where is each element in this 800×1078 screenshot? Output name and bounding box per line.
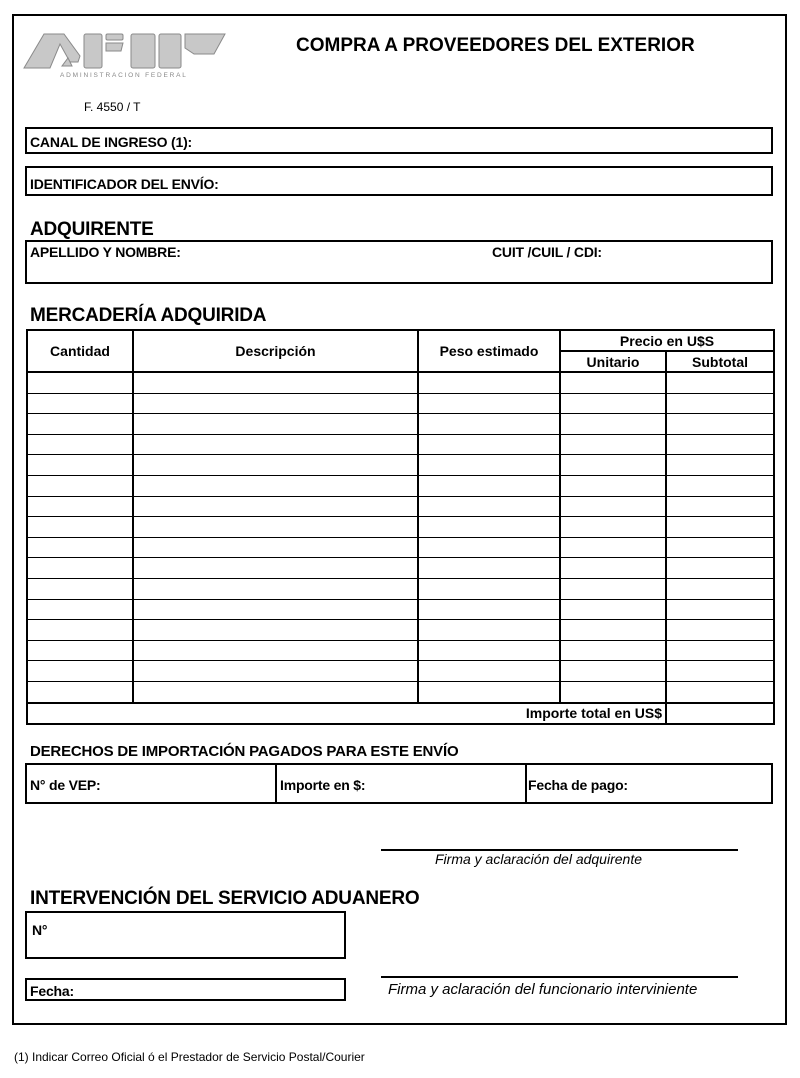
cell-subtotal[interactable] (666, 599, 774, 620)
cell-unitario[interactable] (560, 434, 666, 455)
afip-logo-icon (22, 30, 227, 72)
cell-subtotal[interactable] (666, 578, 774, 599)
aduana-numero-field[interactable] (25, 911, 346, 959)
table-row (27, 599, 774, 620)
cell-peso[interactable] (418, 455, 560, 476)
cell-cantidad[interactable] (27, 393, 133, 414)
cell-cantidad[interactable] (27, 640, 133, 661)
cell-descripcion[interactable] (133, 681, 418, 702)
cell-subtotal[interactable] (666, 537, 774, 558)
cell-descripcion[interactable] (133, 455, 418, 476)
page-title: COMPRA A PROVEEDORES DEL EXTERIOR (296, 35, 695, 56)
cell-cantidad[interactable] (27, 537, 133, 558)
table-row (27, 640, 774, 661)
table-row (27, 434, 774, 455)
cuit-input[interactable] (487, 260, 769, 282)
cell-peso[interactable] (418, 558, 560, 579)
col-precio-group: Precio en U$S (560, 330, 774, 351)
cell-unitario[interactable] (560, 496, 666, 517)
table-row (27, 414, 774, 435)
cell-descripcion[interactable] (133, 434, 418, 455)
cell-peso[interactable] (418, 681, 560, 702)
logo-caption: ADMINISTRACION FEDERAL (60, 72, 188, 79)
cell-peso[interactable] (418, 640, 560, 661)
cell-cantidad[interactable] (27, 455, 133, 476)
cell-subtotal[interactable] (666, 434, 774, 455)
cell-descripcion[interactable] (133, 620, 418, 641)
table-row (27, 681, 774, 702)
cell-peso[interactable] (418, 434, 560, 455)
cell-unitario[interactable] (560, 661, 666, 682)
cell-descripcion[interactable] (133, 414, 418, 435)
table-row (27, 455, 774, 476)
cell-cantidad[interactable] (27, 475, 133, 496)
cell-unitario[interactable] (560, 681, 666, 702)
vep-field[interactable] (27, 765, 277, 802)
cell-unitario[interactable] (560, 393, 666, 414)
table-row (27, 496, 774, 517)
form-code: F. 4550 / T (84, 100, 141, 114)
table-row (27, 537, 774, 558)
cell-subtotal[interactable] (666, 620, 774, 641)
firma-funcionario-label: Firma y aclaración del funcionario interviniente (388, 981, 698, 998)
cell-descripcion[interactable] (133, 599, 418, 620)
adquirente-box (25, 240, 773, 284)
cell-subtotal[interactable] (666, 517, 774, 538)
aduana-numero-label: N° (32, 922, 48, 938)
cell-cantidad[interactable] (27, 620, 133, 641)
aduana-heading: INTERVENCIÓN DEL SERVICIO ADUANERO (30, 888, 420, 909)
aduana-fecha-label: Fecha: (30, 983, 74, 999)
cell-descripcion[interactable] (133, 517, 418, 538)
cell-peso[interactable] (418, 475, 560, 496)
cell-cantidad[interactable] (27, 558, 133, 579)
cell-cantidad[interactable] (27, 599, 133, 620)
col-descripcion: Descripción (133, 330, 418, 372)
table-row (27, 578, 774, 599)
col-cantidad: Cantidad (27, 330, 133, 372)
cell-descripcion[interactable] (133, 558, 418, 579)
col-unitario: Unitario (560, 351, 666, 372)
cell-unitario[interactable] (560, 414, 666, 435)
cell-peso[interactable] (418, 620, 560, 641)
cell-cantidad[interactable] (27, 496, 133, 517)
table-row (27, 372, 774, 393)
table-row (27, 517, 774, 538)
cell-subtotal[interactable] (666, 558, 774, 579)
cell-peso[interactable] (418, 517, 560, 538)
cell-descripcion[interactable] (133, 661, 418, 682)
cell-unitario[interactable] (560, 640, 666, 661)
importe-label: Importe en $: (280, 777, 366, 793)
cell-descripcion[interactable] (133, 393, 418, 414)
cell-descripcion[interactable] (133, 496, 418, 517)
cell-cantidad[interactable] (27, 372, 133, 393)
nombre-label: APELLIDO Y NOMBRE: (30, 244, 181, 260)
derechos-box (25, 763, 773, 804)
cell-peso[interactable] (418, 661, 560, 682)
mercaderia-table (26, 329, 775, 725)
cell-unitario[interactable] (560, 517, 666, 538)
cell-subtotal[interactable] (666, 661, 774, 682)
col-subtotal: Subtotal (666, 351, 774, 372)
cell-descripcion[interactable] (133, 578, 418, 599)
canal-ingreso-field[interactable] (25, 127, 773, 154)
fecha-pago-field[interactable] (527, 765, 771, 802)
cell-peso[interactable] (418, 578, 560, 599)
cell-cantidad[interactable] (27, 414, 133, 435)
cell-subtotal[interactable] (666, 372, 774, 393)
cell-cantidad[interactable] (27, 434, 133, 455)
cell-peso[interactable] (418, 414, 560, 435)
identificador-envio-label: IDENTIFICADOR DEL ENVÍO: (30, 176, 219, 192)
cell-unitario[interactable] (560, 578, 666, 599)
cell-cantidad[interactable] (27, 661, 133, 682)
nombre-input[interactable] (27, 260, 467, 282)
aduana-fecha-field[interactable] (25, 978, 346, 1001)
cell-subtotal[interactable] (666, 681, 774, 702)
cell-descripcion[interactable] (133, 537, 418, 558)
cell-subtotal[interactable] (666, 475, 774, 496)
adquirente-heading: ADQUIRENTE (30, 219, 154, 240)
cuit-label: CUIT /CUIL / CDI: (492, 244, 602, 260)
cell-cantidad[interactable] (27, 517, 133, 538)
fecha-pago-label: Fecha de pago: (528, 777, 628, 793)
cell-subtotal[interactable] (666, 455, 774, 476)
cell-peso[interactable] (418, 393, 560, 414)
table-row (27, 620, 774, 641)
table-row (27, 661, 774, 682)
cell-unitario[interactable] (560, 599, 666, 620)
cell-unitario[interactable] (560, 475, 666, 496)
cell-peso[interactable] (418, 537, 560, 558)
cell-descripcion[interactable] (133, 475, 418, 496)
cell-subtotal[interactable] (666, 393, 774, 414)
total-value-cell[interactable] (666, 703, 774, 724)
firma-funcionario-line[interactable] (381, 976, 738, 978)
afip-logo (22, 30, 227, 82)
col-peso: Peso estimado (418, 330, 560, 372)
cell-descripcion[interactable] (133, 640, 418, 661)
mercaderia-heading: MERCADERÍA ADQUIRIDA (30, 305, 267, 326)
importe-field[interactable] (277, 765, 527, 802)
cell-unitario[interactable] (560, 537, 666, 558)
table-row (27, 475, 774, 496)
cell-peso[interactable] (418, 599, 560, 620)
total-label: Importe total en US$ (27, 703, 666, 724)
cell-peso[interactable] (418, 496, 560, 517)
derechos-heading: DERECHOS DE IMPORTACIÓN PAGADOS PARA ESTE ENVÍO (30, 743, 459, 760)
cell-subtotal[interactable] (666, 414, 774, 435)
cell-unitario[interactable] (560, 558, 666, 579)
cell-cantidad[interactable] (27, 578, 133, 599)
cell-peso[interactable] (418, 372, 560, 393)
cell-unitario[interactable] (560, 372, 666, 393)
footnote: (1) Indicar Correo Oficial ó el Prestador de Servicio Postal/Courier (14, 1050, 365, 1064)
cell-descripcion[interactable] (133, 372, 418, 393)
table-row (27, 393, 774, 414)
canal-ingreso-label: CANAL DE INGRESO (1): (30, 134, 192, 150)
cell-unitario[interactable] (560, 455, 666, 476)
cell-subtotal[interactable] (666, 496, 774, 517)
vep-label: N° de VEP: (30, 777, 101, 793)
cell-cantidad[interactable] (27, 681, 133, 702)
table-row (27, 558, 774, 579)
identificador-envio-field[interactable] (25, 166, 773, 196)
cell-subtotal[interactable] (666, 640, 774, 661)
firma-adquirente-label: Firma y aclaración del adquirente (435, 851, 642, 867)
cell-unitario[interactable] (560, 620, 666, 641)
